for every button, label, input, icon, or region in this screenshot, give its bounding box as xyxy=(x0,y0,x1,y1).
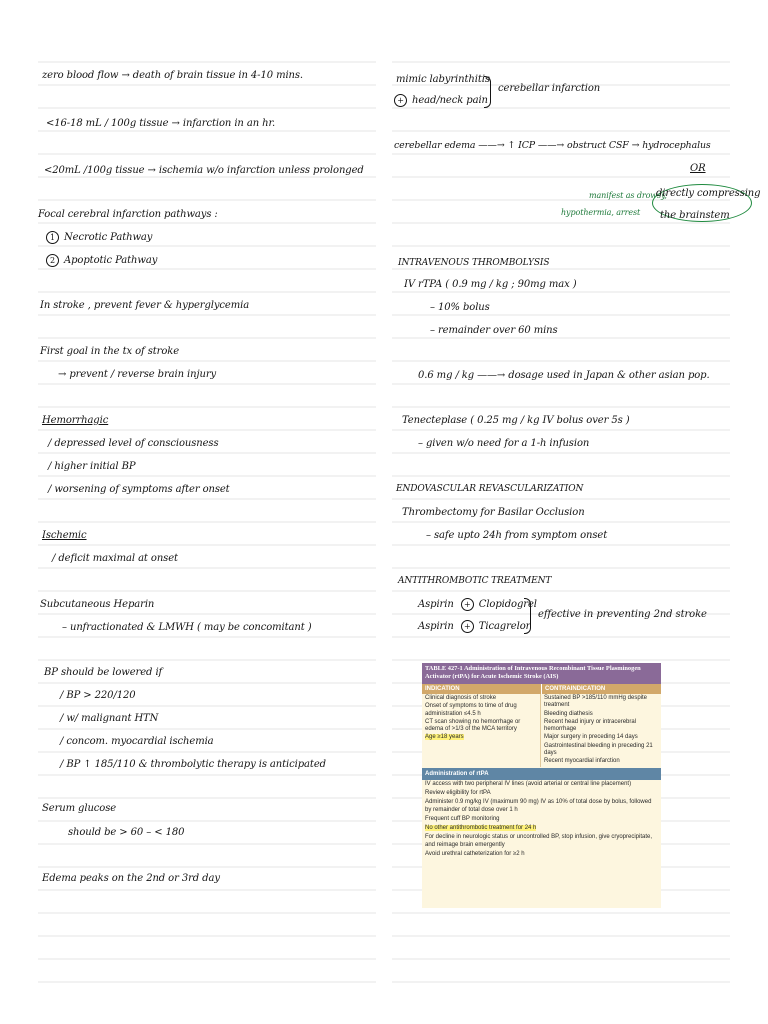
note-aspirin-ticagrelor xyxy=(418,620,530,634)
contraindication-item: Recent head injury or intracerebral hemorrhage xyxy=(544,718,637,733)
plus-badge: + xyxy=(394,94,407,107)
admin-item: Frequent cuff BP monitoring xyxy=(425,815,500,822)
note-cerebellar-infarction: cerebellar infarction xyxy=(498,83,601,94)
note-ischemia-threshold: <20mL /100g tissue → ischemia w/o infarction unless prolonged xyxy=(44,165,364,176)
head-neck-label: head/neck pain xyxy=(412,95,488,106)
note-infarction-threshold: <16-18 mL / 100g tissue → infarction in an hr. xyxy=(46,118,276,129)
note-bp-heading: BP should be lowered if xyxy=(44,667,163,678)
note-effective-preventing: effective in preventing 2nd stroke xyxy=(538,609,707,620)
note-cerebellar-edema: cerebellar edema ——→ ↑ ICP ——→ obstruct CSF → hydrocephalus xyxy=(394,140,711,151)
note-hemorrhagic-heading: Hemorrhagic xyxy=(42,415,109,426)
table-body xyxy=(422,694,661,767)
note-tenecteplase: Tenecteplase ( 0.25 mg / kg IV bolus over 5s ) xyxy=(402,415,630,426)
note-glucose-range: should be > 60 – < 180 xyxy=(68,827,185,838)
note-bp-2: / w/ malignant HTN xyxy=(60,713,159,724)
note-hemorrhagic-2: / higher initial BP xyxy=(48,461,136,472)
note-thrombectomy-window: – safe upto 24h from symptom onset xyxy=(426,530,608,541)
contraindication-item: Recent myocardial infarction xyxy=(544,758,620,765)
note-heparin-heading: Subcutaneous Heparin xyxy=(40,599,155,610)
note-antithrombotic-heading: ANTITHROMBOTIC TREATMENT xyxy=(398,576,552,586)
note-pathways-heading: Focal cerebral infarction pathways : xyxy=(38,209,218,220)
number-badge: 1 xyxy=(46,231,59,244)
note-edema-peaks: Edema peaks on the 2nd or 3rd day xyxy=(42,873,220,884)
aspirin-label: Aspirin xyxy=(418,599,454,610)
note-directly-compressing: directly compressing xyxy=(656,188,761,199)
note-mimic-labyrinthitis: mimic labyrinthitis xyxy=(396,74,490,85)
rtpa-table xyxy=(422,663,661,908)
clopidogrel-label: Clopidogrel xyxy=(478,599,537,610)
note-heparin-detail: – unfractionated & LMWH ( may be concomitant ) xyxy=(62,622,312,633)
note-remainder: – remainder over 60 mins xyxy=(430,325,558,336)
indication-column xyxy=(422,694,541,767)
note-green-hypothermia: hypothermia, arrest xyxy=(561,208,641,217)
note-or: OR xyxy=(690,163,706,174)
indication-item: Onset of symptoms to time of drug administration ≤4.5 h xyxy=(425,703,517,717)
contraindication-item: Sustained BP >185/110 mmHg despite treatment xyxy=(544,695,648,709)
note-iv-rtpa-dose: IV rTPA ( 0.9 mg / kg ; 90mg max ) xyxy=(404,279,577,290)
admin-item: Administer 0.9 mg/kg IV (maximum 90 mg) IV as 10% of total dose by bolus, followed by remainder of total dose over 1 h xyxy=(425,799,652,813)
table-header-row xyxy=(422,684,661,694)
contraindication-column xyxy=(541,694,661,767)
indication-item xyxy=(422,734,540,741)
plus-badge: + xyxy=(461,598,474,611)
admin-item xyxy=(422,825,661,832)
note-first-goal: First goal in the tx of stroke xyxy=(40,346,180,357)
apoptotic-label: Apoptotic Pathway xyxy=(64,255,158,266)
note-iv-thrombolysis-heading: INTRAVENOUS THROMBOLYSIS xyxy=(398,258,550,268)
note-thrombectomy: Thrombectomy for Basilar Occlusion xyxy=(402,507,585,518)
aspirin-label: Aspirin xyxy=(418,621,454,632)
brace-antithrombotic xyxy=(524,598,531,634)
note-glucose-heading: Serum glucose xyxy=(42,803,117,814)
note-endovascular-heading: ENDOVASCULAR REVASCULARIZATION xyxy=(396,484,584,494)
highlighted-text: No other antithrombotic treatment for 24 h xyxy=(425,825,537,832)
note-hemorrhagic-1: / depressed level of consciousness xyxy=(48,438,219,449)
highlighted-text: Age ≥18 years xyxy=(425,734,464,741)
admin-item: Avoid urethral catheterization for ≥2 h xyxy=(425,851,525,858)
note-zero-blood-flow: zero blood flow → death of brain tissue in 4-10 mins. xyxy=(42,70,303,81)
contraindication-item: Gastrointestinal bleeding in preceding 21 days xyxy=(544,742,653,757)
contraindication-item: Bleeding diathesis xyxy=(544,710,593,717)
note-tenecteplase-detail: – given w/o need for a 1-h infusion xyxy=(418,438,590,449)
table-header-contraindication: CONTRAINDICATION xyxy=(545,686,606,692)
table-title: TABLE 427-1 Administration of Intravenous Recombinant Tissue Plasminogen Activator (rtPA) for Acute Ischemic Stroke (AIS) xyxy=(422,663,661,684)
note-necrotic-pathway xyxy=(46,231,152,245)
plus-badge: + xyxy=(461,620,474,633)
note-hemorrhagic-3: / worsening of symptoms after onset xyxy=(48,484,230,495)
note-ischemic-heading: Ischemic xyxy=(42,530,87,541)
note-apoptotic-pathway xyxy=(46,254,157,268)
note-stroke-prevent: In stroke , prevent fever & hyperglycemia xyxy=(40,300,250,311)
ticagrelor-label: Ticagrelor xyxy=(478,621,531,632)
number-badge: 2 xyxy=(46,254,59,267)
note-head-neck-pain xyxy=(394,94,488,108)
note-aspirin-clopidogrel xyxy=(418,598,537,612)
note-prevent-injury: → prevent / reverse brain injury xyxy=(58,369,217,380)
contraindication-item: Major surgery in preceding 14 days xyxy=(544,734,638,741)
admin-item: For decline in neurologic status or uncontrolled BP, stop infusion, give cryoprecipitate, and reimage brain emergently xyxy=(425,834,653,848)
brace-cerebellar xyxy=(484,76,491,108)
admin-item: Review eligibility for rtPA xyxy=(425,789,491,796)
table-section-heading: Administration of rtPA xyxy=(422,768,661,780)
admin-item: IV access with two peripheral IV lines (avoid arterial or central line placement) xyxy=(425,780,632,787)
note-japan-dosage: 0.6 mg / kg ——→ dosage used in Japan & other asian pop. xyxy=(418,370,710,381)
necrotic-label: Necrotic Pathway xyxy=(64,232,153,243)
note-bp-3: / concom. myocardial ischemia xyxy=(60,736,214,747)
note-brainstem: the brainstem xyxy=(660,210,730,221)
indication-item: CT scan showing no hemorrhage or edema of >1/3 of the MCA territory xyxy=(425,718,521,733)
note-bp-4: / BP ↑ 185/110 & thrombolytic therapy is anticipated xyxy=(60,759,326,770)
note-ischemic-1: / deficit maximal at onset xyxy=(52,553,178,564)
note-bolus: – 10% bolus xyxy=(430,302,490,313)
indication-item: Clinical diagnosis of stroke xyxy=(425,695,497,701)
table-header-indication: INDICATION xyxy=(422,684,542,694)
note-green-manifest: manifest as drowsy, xyxy=(589,191,667,200)
note-bp-1: / BP > 220/120 xyxy=(60,690,136,701)
